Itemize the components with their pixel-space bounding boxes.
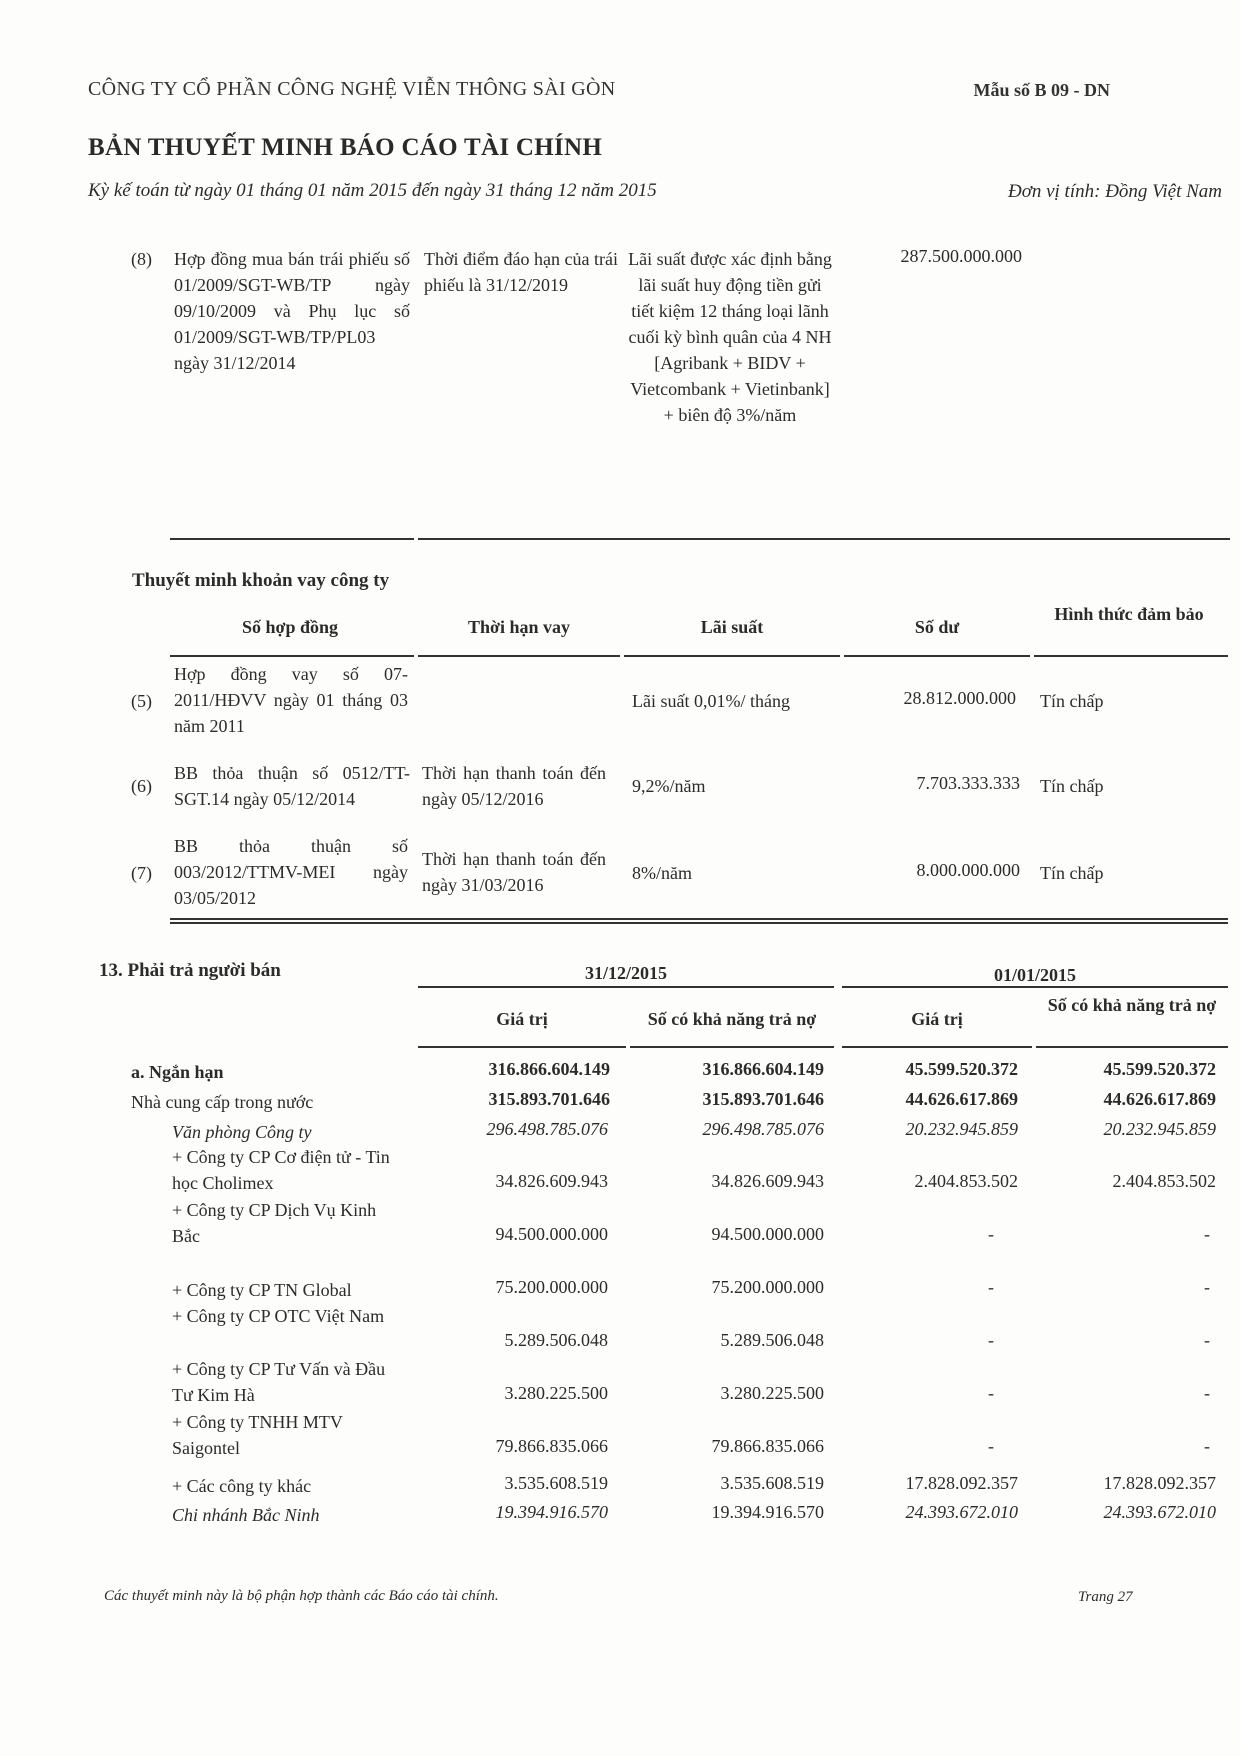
payable-row-payable-2015: 19.394.916.570 (711, 1502, 824, 1522)
payable-row-label: + Công ty CP TN Global (172, 1280, 352, 1300)
col-header-rule (1036, 1046, 1228, 1048)
payable-row-value-2014: 2.404.853.502 (914, 1171, 1018, 1191)
bond-row-contract: Hợp đồng mua bán trái phiếu số 01/2009/SGT-WB/TP ngày 09/10/2009 và Phụ lục số 01/2009/SGT-WB/TP/PL03 ngày 31/12/2014 (174, 249, 410, 373)
col-header-rule (630, 1046, 834, 1048)
payable-row-value-2015: 34.826.609.943 (495, 1171, 608, 1191)
payable-row-value-2015: 315.893.701.646 (488, 1089, 610, 1109)
bond-row-index: (8) (131, 249, 152, 269)
document-title: BẢN THUYẾT MINH BÁO CÁO TÀI CHÍNH (88, 134, 603, 161)
payable-row-value-2014: - (988, 1277, 994, 1297)
payable-row-payable-2014: 44.626.617.869 (1103, 1089, 1216, 1109)
payable-row-value-2014: 20.232.945.859 (905, 1119, 1018, 1139)
loans-header-rule (844, 655, 1030, 657)
col-header-value: Giá trị (911, 1009, 963, 1029)
loans-header-rate: Lãi suất (700, 617, 764, 637)
loan-row-collateral: Tín chấp (1040, 691, 1104, 711)
loan-row-balance: 8.000.000.000 (916, 860, 1020, 880)
payable-row-value-2014: - (988, 1383, 994, 1403)
page-number: Trang 27 (1078, 1589, 1133, 1605)
bond-row-rate: Lãi suất được xác định bằng lãi suất huy động tiền gửi tiết kiệm 12 tháng loại lãnh cuối kỳ bình quân của 4 NH [Agribank + BIDV + Vietcombank + Vietinbank] + biên độ 3%/năm (628, 249, 832, 425)
payable-row-payable-2015: 316.866.604.149 (702, 1059, 824, 1079)
loan-row-rate: 8%/năm (632, 863, 692, 883)
payable-row-label: + Công ty CP OTC Việt Nam (172, 1306, 385, 1326)
payables-title: 13. Phải trả người bán (99, 960, 281, 981)
payable-row-value-2015: 5.289.506.048 (504, 1330, 608, 1350)
payable-row-label: + Công ty TNHH MTV Saigontel (172, 1412, 343, 1458)
loans-bottom-rule (170, 918, 1228, 920)
loans-header-collateral: Hình thức đảm bảo (1054, 604, 1204, 624)
payable-row-payable-2014: 24.393.672.010 (1103, 1502, 1216, 1522)
col-header-value: Giá trị (496, 1009, 548, 1029)
loans-header-rule (624, 655, 840, 657)
payable-row-value-2015: 3.535.608.519 (504, 1473, 608, 1493)
loan-row-index: (6) (131, 776, 152, 796)
reporting-period: Kỳ kế toán từ ngày 01 tháng 01 năm 2015 đến ngày 31 tháng 12 năm 2015 (88, 180, 657, 201)
payable-row-value-2014: 44.626.617.869 (905, 1089, 1018, 1109)
payable-row-payable-2014: - (1204, 1330, 1210, 1350)
payable-row-value-2015: 3.280.225.500 (504, 1383, 608, 1403)
period-header-2015-12-31: 31/12/2015 (584, 963, 667, 983)
currency-unit: Đơn vị tính: Đồng Việt Nam (1007, 181, 1222, 202)
payable-row-payable-2015: 5.289.506.048 (720, 1330, 824, 1350)
loan-row-index: (5) (131, 691, 152, 711)
loan-row-rate: Lãi suất 0,01%/ tháng (632, 691, 790, 711)
loans-bottom-rule (170, 922, 1228, 924)
payable-row-payable-2014: 2.404.853.502 (1112, 1171, 1216, 1191)
period-header-2015-01-01: 01/01/2015 (993, 965, 1076, 985)
payable-row-payable-2015: 3.535.608.519 (720, 1473, 824, 1493)
loans-header-term: Thời hạn vay (467, 617, 570, 637)
loans-header-contract: Số hợp đồng (241, 617, 339, 637)
loan-row-term: Thời hạn thanh toán đến ngày 05/12/2016 (422, 763, 606, 809)
payable-row-payable-2015: 315.893.701.646 (702, 1089, 824, 1109)
payable-row-payable-2014: - (1204, 1224, 1210, 1244)
payable-row-payable-2014: - (1204, 1277, 1210, 1297)
col-header-payable: Số có khả năng trả nợ (647, 1009, 817, 1029)
col-header-rule (842, 1046, 1032, 1048)
loans-header-rule (418, 655, 620, 657)
payable-row-value-2015: 79.866.835.066 (495, 1436, 608, 1456)
loan-row-collateral: Tín chấp (1040, 776, 1104, 796)
payable-row-value-2015: 316.866.604.149 (488, 1059, 610, 1079)
payable-row-label: Chi nhánh Bắc Ninh (172, 1505, 320, 1525)
payable-row-value-2014: - (988, 1330, 994, 1350)
payable-row-payable-2015: 34.826.609.943 (711, 1171, 824, 1191)
loan-row-contract: BB thỏa thuận số 0512/TT-SGT.14 ngày 05/12/2014 (174, 763, 410, 809)
payable-row-payable-2015: 296.498.785.076 (702, 1119, 824, 1139)
payable-row-label: + Các công ty khác (172, 1476, 312, 1496)
payable-row-value-2014: - (988, 1224, 994, 1244)
payable-row-value-2014: 45.599.520.372 (905, 1059, 1018, 1079)
form-number: Mẫu số B 09 - DN (973, 80, 1110, 100)
payable-row-payable-2015: 3.280.225.500 (720, 1383, 824, 1403)
bond-row-rule (418, 538, 1230, 540)
payable-row-value-2014: 24.393.672.010 (905, 1502, 1018, 1522)
payable-row-label: a. Ngắn hạn (131, 1062, 224, 1082)
payable-row-value-2015: 296.498.785.076 (486, 1119, 608, 1139)
payable-row-value-2014: 17.828.092.357 (905, 1473, 1018, 1493)
payable-row-payable-2015: 75.200.000.000 (711, 1277, 824, 1297)
payable-row-payable-2014: - (1204, 1383, 1210, 1403)
payable-row-payable-2015: 94.500.000.000 (711, 1224, 824, 1244)
loans-title: Thuyết minh khoản vay công ty (132, 570, 390, 591)
payable-row-payable-2014: - (1204, 1436, 1210, 1456)
payable-row-value-2015: 19.394.916.570 (495, 1502, 608, 1522)
col-header-payable: Số có khả năng trả nợ (1047, 995, 1217, 1015)
loan-row-collateral: Tín chấp (1040, 863, 1104, 883)
loan-row-index: (7) (131, 863, 152, 883)
payable-row-payable-2014: 45.599.520.372 (1103, 1059, 1216, 1079)
footer-note: Các thuyết minh này là bộ phận hợp thành các Báo cáo tài chính. (104, 1588, 499, 1604)
payable-row-payable-2015: 79.866.835.066 (711, 1436, 824, 1456)
payable-row-label: + Công ty CP Tư Vấn và Đầu Tư Kim Hà (172, 1359, 386, 1405)
payable-row-value-2015: 75.200.000.000 (495, 1277, 608, 1297)
payable-row-payable-2014: 17.828.092.357 (1103, 1473, 1216, 1493)
payable-row-payable-2014: 20.232.945.859 (1103, 1119, 1216, 1139)
loans-header-rule (170, 655, 414, 657)
bond-row-rule (170, 538, 414, 540)
col-header-rule (418, 1046, 626, 1048)
payable-row-value-2014: - (988, 1436, 994, 1456)
loan-row-contract: BB thỏa thuận số 003/2012/TTMV-MEI ngày 03/05/2012 (174, 836, 408, 908)
loans-header-rule (1034, 655, 1228, 657)
loans-header-balance: Số dư (914, 617, 960, 637)
bond-row-balance: 287.500.000.000 (900, 246, 1022, 266)
payable-row-label: Nhà cung cấp trong nước (131, 1092, 314, 1112)
period-rule (418, 986, 834, 988)
payable-row-label: + Công ty CP Dịch Vụ Kinh Bắc (172, 1200, 377, 1246)
period-rule (842, 986, 1228, 988)
company-name: CÔNG TY CỔ PHẦN CÔNG NGHỆ VIỄN THÔNG SÀI GÒN (88, 78, 616, 100)
loan-row-contract: Hợp đồng vay số 07-2011/HĐVV ngày 01 tháng 03 năm 2011 (174, 664, 408, 736)
bond-row-term: Thời điểm đáo hạn của trái phiếu là 31/12/2019 (424, 249, 618, 295)
payable-row-value-2015: 94.500.000.000 (495, 1224, 608, 1244)
loan-row-term: Thời hạn thanh toán đến ngày 31/03/2016 (422, 849, 606, 895)
loan-row-balance: 28.812.000.000 (903, 688, 1016, 708)
loan-row-balance: 7.703.333.333 (916, 773, 1020, 793)
loan-row-rate: 9,2%/năm (632, 776, 706, 796)
payable-row-label: Văn phòng Công ty (172, 1122, 312, 1142)
payable-row-label: + Công ty CP Cơ điện tử - Tin học Cholimex (172, 1147, 390, 1193)
